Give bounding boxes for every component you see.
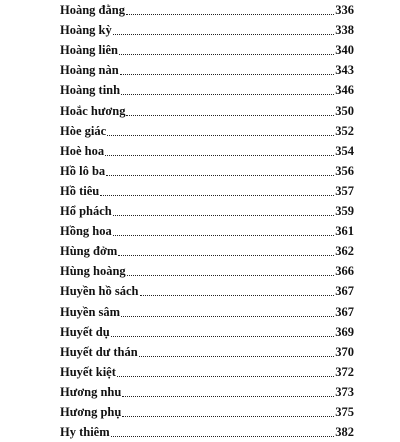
dot-leader [100,195,334,196]
entry-name: Huyết dư thán [60,344,138,359]
dot-leader [126,14,334,15]
toc-entry [60,221,354,241]
entry-page: 382 [335,425,354,440]
table-of-contents [60,0,354,442]
dot-leader [107,135,334,136]
entry-page: 346 [335,83,354,98]
entry-name: Hương phụ [60,404,122,419]
dot-leader [106,175,334,176]
dot-leader [139,356,335,357]
dot-leader [140,295,335,296]
toc-entry [60,241,354,261]
entry-name: Huyền sâm [60,304,121,319]
entry-page: 338 [335,23,354,38]
entry-name: Hoàng liên [60,43,118,58]
toc-entry [60,141,354,161]
dot-leader [122,396,334,397]
entry-name: Hoắc hương [60,103,126,118]
entry-page: 357 [335,183,354,198]
entry-name: Hương nhu [60,384,122,399]
entry-page: 362 [335,244,354,259]
entry-name: Hùng đởm [60,244,118,259]
entry-name: Huyết kiệt [60,364,116,379]
dot-leader [113,235,334,236]
entry-page: 367 [335,304,354,319]
dot-leader [113,34,334,35]
toc-entry [60,0,354,20]
entry-name: Hồng hoa [60,224,112,239]
toc-entry [60,402,354,422]
dot-leader [111,336,335,337]
entry-name: Hoè hoa [60,143,105,158]
entry-name: Hổ phách [60,204,112,219]
entry-page: 356 [335,163,354,178]
dot-leader [121,316,334,317]
entry-page: 369 [335,324,354,339]
entry-page: 367 [335,284,354,299]
dot-leader [122,416,334,417]
dot-leader [127,275,335,276]
toc-entry [60,201,354,221]
entry-name: Huyết dụ [60,324,110,339]
entry-name: Hoàng kỳ [60,23,112,38]
entry-name: Hy thiêm [60,425,110,440]
entry-page: 375 [335,404,354,419]
dot-leader [119,54,334,55]
dot-leader [111,436,335,437]
entry-name: Hồ lô ba [60,163,106,178]
entry-name: Hòe giác [60,123,107,138]
toc-entry [60,422,354,442]
entry-page: 370 [335,344,354,359]
entry-page: 359 [335,204,354,219]
entry-page: 366 [335,264,354,279]
toc-entry [60,20,354,40]
entry-name: Hoàng nàn [60,63,119,78]
dot-leader [120,74,335,75]
toc-entry [60,40,354,60]
entry-page: 372 [335,364,354,379]
entry-page: 350 [335,103,354,118]
toc-entry [60,60,354,80]
entry-name: Hoàng tinh [60,83,121,98]
toc-entry [60,301,354,321]
dot-leader [121,94,334,95]
toc-entry [60,100,354,120]
toc-entry [60,121,354,141]
dot-leader [113,215,334,216]
toc-entry [60,261,354,281]
entry-page: 354 [335,143,354,158]
toc-entry [60,382,354,402]
toc-entry [60,322,354,342]
dot-leader [117,376,334,377]
dot-leader [105,155,334,156]
toc-entry [60,342,354,362]
toc-entry [60,362,354,382]
toc-entry [60,80,354,100]
entry-page: 340 [335,43,354,58]
dot-leader [126,115,334,116]
toc-entry [60,281,354,301]
entry-page: 336 [335,3,354,18]
entry-page: 343 [335,63,354,78]
entry-name: Hùng hoàng [60,264,126,279]
entry-page: 352 [335,123,354,138]
toc-entry [60,181,354,201]
entry-page: 373 [335,384,354,399]
entry-page: 361 [335,224,354,239]
dot-leader [118,255,334,256]
toc-entry [60,161,354,181]
entry-name: Hoàng đằng [60,3,125,18]
entry-name: Hồ tiêu [60,183,100,198]
entry-name: Huyền hồ sách [60,284,139,299]
